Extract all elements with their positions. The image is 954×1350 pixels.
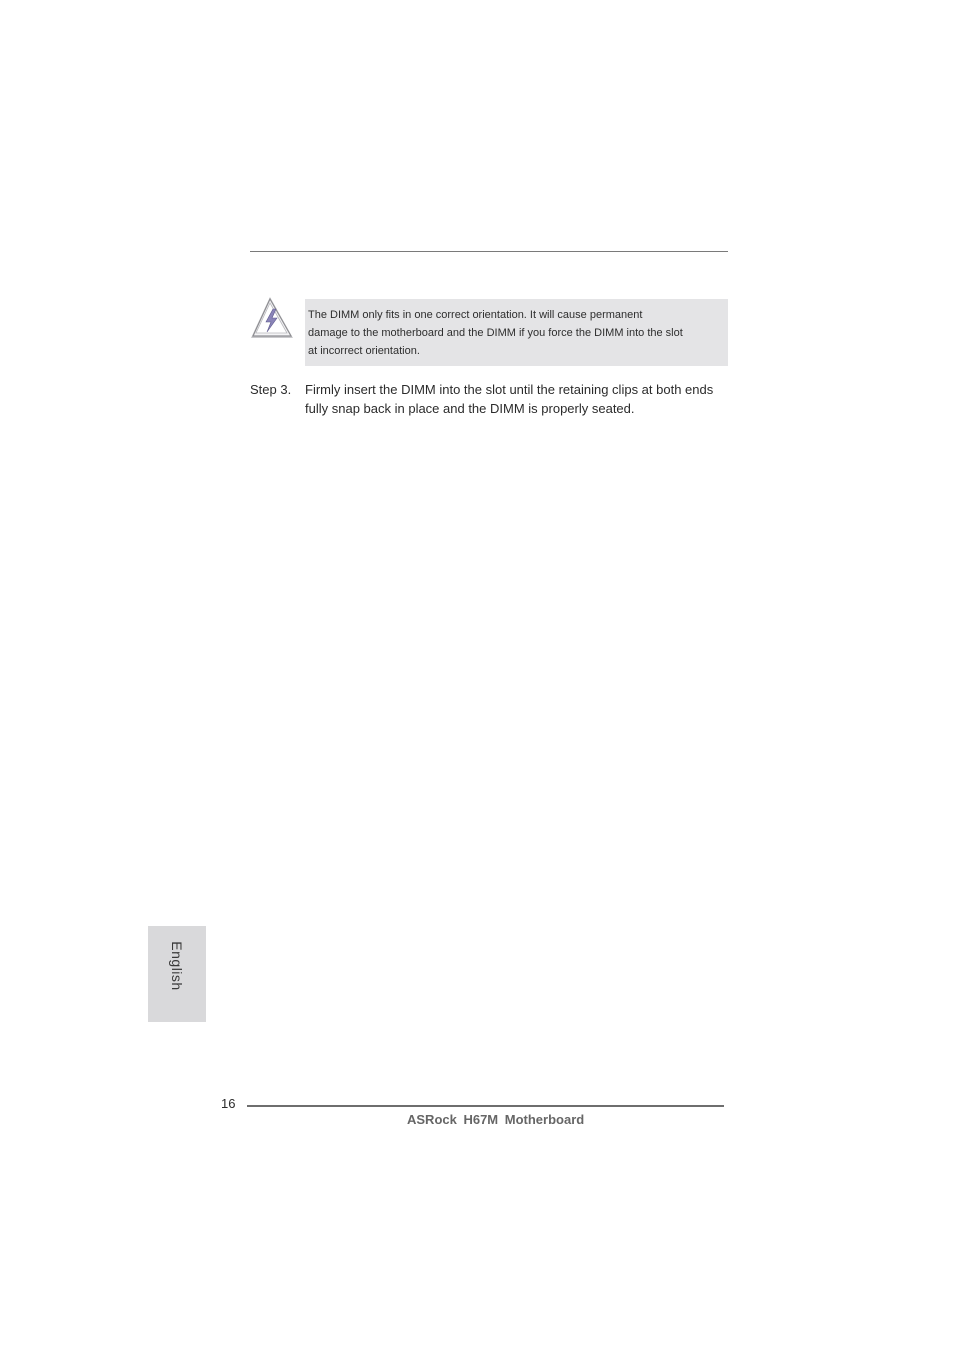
warning-lightning-icon [249, 295, 295, 341]
step-text-line: fully snap back in place and the DIMM is properly seated. [305, 401, 635, 416]
caution-note [305, 299, 728, 366]
language-tab [148, 926, 206, 1022]
step-label: Step 3. [250, 382, 292, 397]
step-description [305, 380, 730, 418]
caution-text-line: at incorrect orientation. [308, 345, 420, 357]
page-number: 16 [221, 1096, 236, 1111]
footer-title: ASRock H67M Motherboard [407, 1112, 585, 1127]
language-tab-label: English [169, 941, 185, 991]
top-divider [250, 251, 728, 252]
step-text-line: Firmly insert the DIMM into the slot until the retaining clips at both ends [305, 382, 714, 397]
footer-divider [247, 1105, 724, 1107]
caution-text-line: damage to the motherboard and the DIMM if you force the DIMM into the slot [308, 327, 683, 339]
caution-text-line: The DIMM only fits in one correct orientation. It will cause permanent [308, 309, 643, 321]
